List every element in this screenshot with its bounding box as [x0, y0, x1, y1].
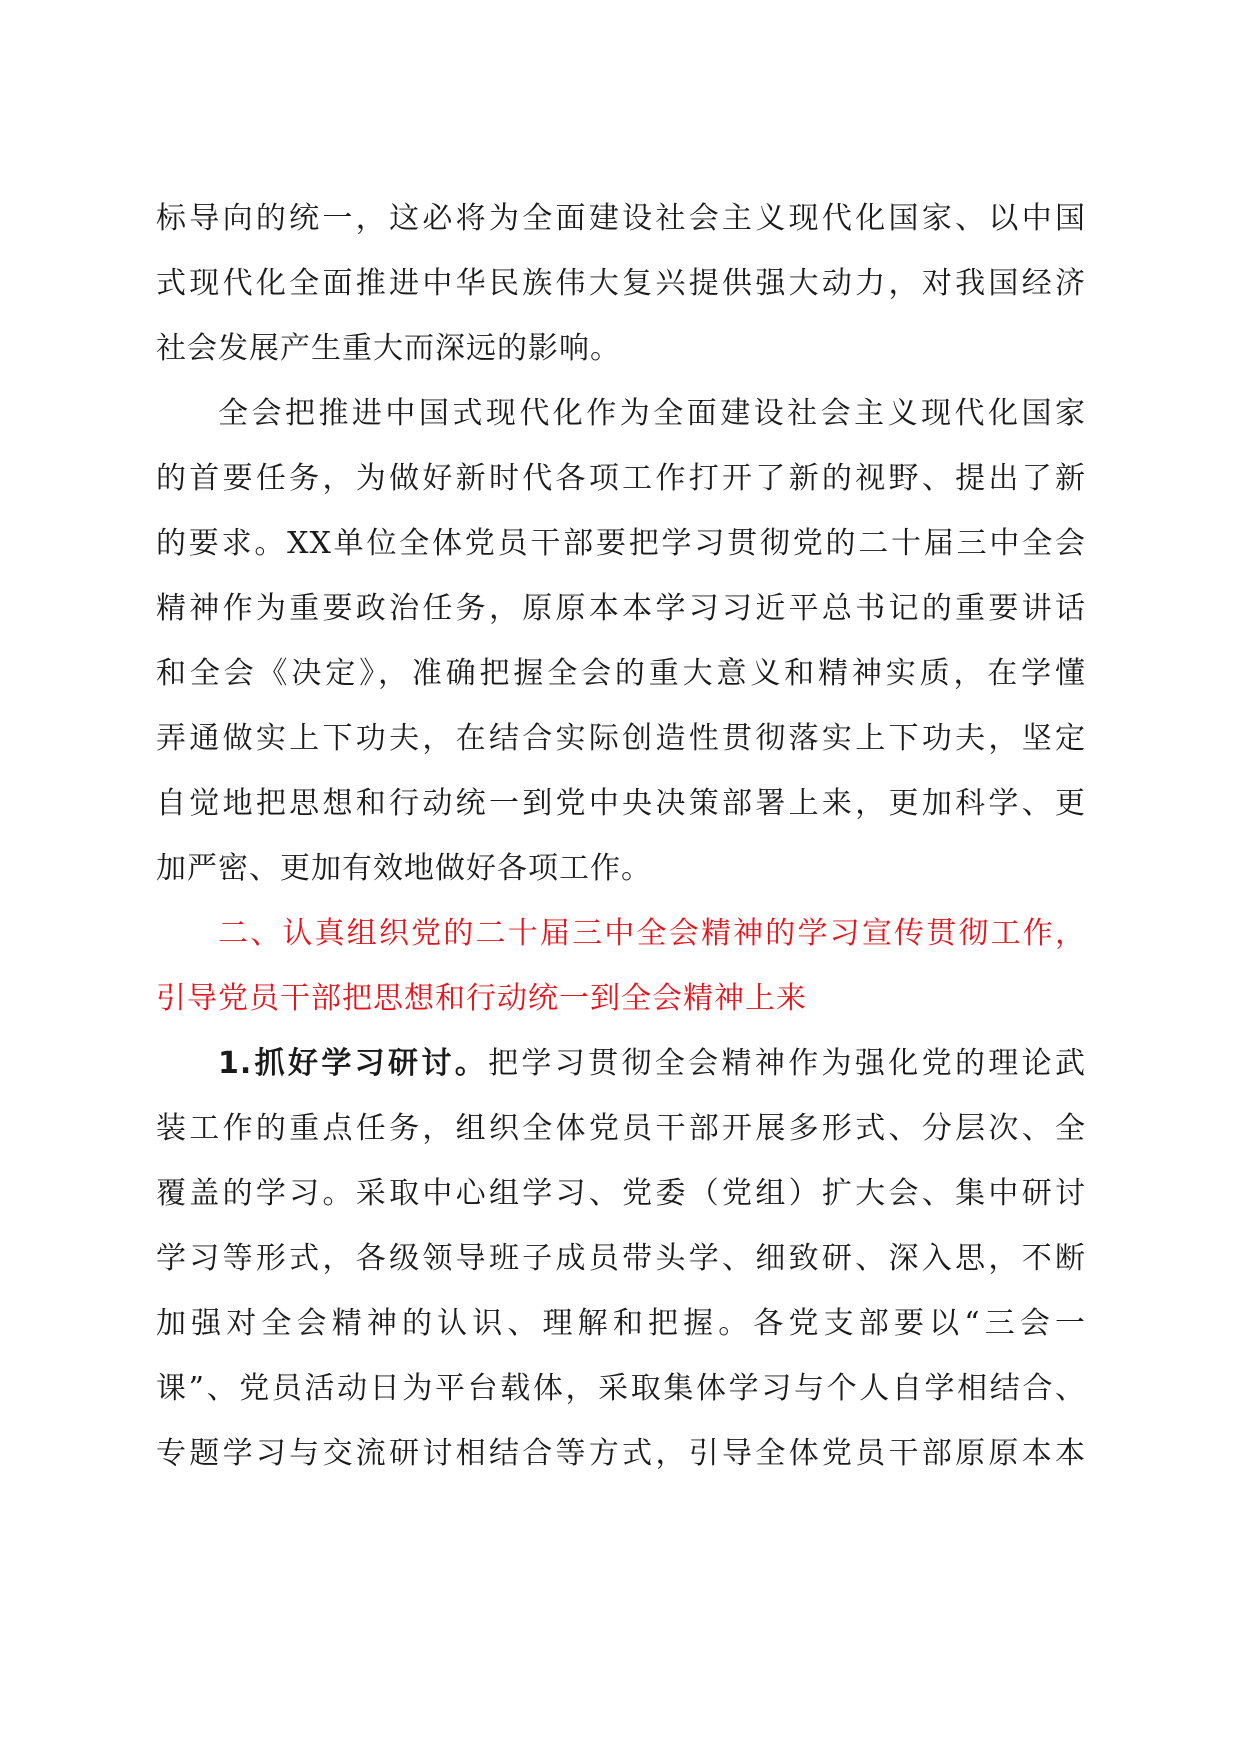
text-line: 专题学习与交流研讨相结合等方式，引导全体党员干部原原本本	[156, 1436, 1086, 1471]
heading-line: 二、认真组织党的二十届三中全会精神的学习宣传贯彻工作，	[218, 916, 1086, 951]
text-line: 标导向的统一，这必将为全面建设社会主义现代化国家、以中国	[156, 201, 1086, 236]
text-line: 式现代化全面推进中华民族伟大复兴提供强大动力，对我国经济	[156, 266, 1086, 301]
text-line: 覆盖的学习。采取中心组学习、党委（党组）扩大会、集中研讨	[156, 1176, 1086, 1211]
heading-line: 引导党员干部把思想和行动统一到全会精神上来	[156, 981, 807, 1016]
text-line: 和全会《决定》，准确把握全会的重大意义和精神实质，在学懂	[156, 656, 1086, 691]
text-line: 加强对全会精神的认识、理解和把握。各党支部要以“三会一	[156, 1306, 1086, 1341]
paragraph-primary-task	[156, 381, 1086, 901]
text-line: 加严密、更加有效地做好各项工作。	[156, 851, 652, 886]
text-line: 的要求。XX单位全体党员干部要把学习贯彻党的二十届三中全会	[156, 526, 1086, 561]
document-body	[156, 186, 1086, 1486]
text-line: 的首要任务，为做好新时代各项工作打开了新的视野、提出了新	[156, 461, 1086, 496]
subsection-lead: 1.抓好学习研讨。	[218, 1046, 489, 1081]
text-line: 自觉地把思想和行动统一到党中央决策部署上来，更加科学、更	[156, 786, 1086, 821]
text-line: 社会发展产生重大而深远的影响。	[156, 331, 621, 366]
paragraph-study-discussion	[156, 1031, 1086, 1486]
text-line: 精神作为重要政治任务，原原本本学习习近平总书记的重要讲话	[156, 591, 1086, 626]
paragraph-significance-continued	[156, 186, 1086, 381]
text-line	[156, 1031, 1086, 1096]
text-line: 全会把推进中国式现代化作为全面建设社会主义现代化国家	[218, 396, 1086, 431]
text-span: 把学习贯彻全会精神作为强化党的理论武	[488, 1046, 1086, 1081]
text-line: 课”、党员活动日为平台载体，采取集体学习与个人自学相结合、	[156, 1371, 1086, 1406]
text-line: 弄通做实上下功夫，在结合实际创造性贯彻落实上下功夫，坚定	[156, 721, 1086, 756]
section-heading-two	[156, 901, 1086, 1031]
text-line: 学习等形式，各级领导班子成员带头学、细致研、深入思，不断	[156, 1241, 1086, 1276]
text-line: 装工作的重点任务，组织全体党员干部开展多形式、分层次、全	[156, 1111, 1086, 1146]
